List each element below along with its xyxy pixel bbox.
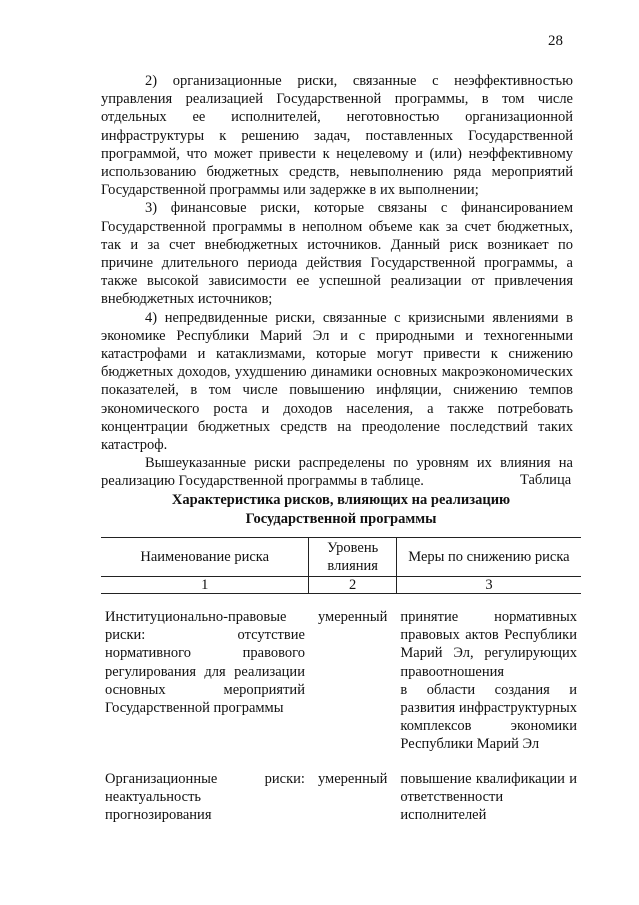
column-number: 1 [101, 577, 309, 594]
header-risk-name: Наименование риска [101, 538, 309, 577]
table-title-line: Характеристика рисков, влияющих на реализацию [171, 492, 511, 508]
table-spacer [101, 754, 581, 770]
table-row [101, 770, 581, 825]
paragraph-unforeseen-risks: 4) непредвиденные риски, связанные с кризисными явлениями в экономике Республики Марий Эл и с природными и техногенными катастрофами и катаклизмами, которые могут привести к снижению бюджетных доходов, ухудшению динамики основных макроэкономических показателей, в том числе повышению инфляции, снижению темпов экономического роста и доходов населения, а также потребовать концентрации бюджетных средств на преодоление последствий таких катастроф. [101, 309, 573, 454]
risk-name-cell: Организационные риски: неактуальность прогнозирования [105, 770, 305, 824]
measures-cell [396, 770, 581, 825]
column-number: 2 [309, 577, 396, 594]
measure-text: повышение квалификации и ответственности исполнителей [400, 770, 577, 824]
impact-level-cell: умеренный [317, 770, 388, 787]
table-column-numbers-row [101, 577, 581, 594]
table-row [101, 608, 581, 754]
header-impact-level: Уровень влияния [309, 538, 396, 577]
paragraph-table-intro: Вышеуказанные риски распределены по уровням их влияния на реализацию Государственной программы в таблице. [101, 455, 573, 490]
page-number: 28 [548, 33, 563, 49]
table-title-line: Государственной программы [245, 511, 437, 527]
table-spacer [101, 594, 581, 609]
body-text [101, 72, 573, 491]
column-number: 3 [396, 577, 581, 594]
paragraph-financial-risks: 3) финансовые риски, которые связаны с финансированием Государственной программы в неполном объеме как за счет бюджетных, так и за счет внебюджетных источников. Данный риск возникает по причине длительного периода действия Государственной программы, а также высокой зависимости ее успешной реализации от привлечения внебюджетных источников; [101, 200, 573, 308]
risk-table [101, 537, 581, 824]
table-caption-label: Таблица [520, 472, 572, 488]
risk-name-cell: Институционально-правовые риски: отсутствие нормативного правового регулирования для реализации основных мероприятий Государственной программы [105, 609, 305, 717]
impact-level-cell: умеренный [317, 609, 388, 625]
measures-cell [396, 608, 581, 754]
table-header-row [101, 538, 581, 577]
header-mitigation-measures: Меры по снижению риска [396, 538, 581, 577]
measure-text: в области создания и развития инфраструктурных комплексов экономики Республики Марий Эл [400, 681, 577, 753]
paragraph-organizational-risks: 2) организационные риски, связанные с неэффективностью управления реализацией Государственной программы, в том числе отдельных ее исполнителей, неготовностью организационной инфраструктуры к решению задач, поставленных Государственной программой, что может привести к нецелевому и (или) неэффективному использованию бюджетных средств, невыполнению ряда мероприятий Государственной программы или задержке в их выполнении; [101, 73, 573, 199]
table-title [101, 491, 581, 529]
measure-text: принятие нормативных правовых актов Республики Марий Эл, регулирующих правоотношения [400, 609, 577, 680]
